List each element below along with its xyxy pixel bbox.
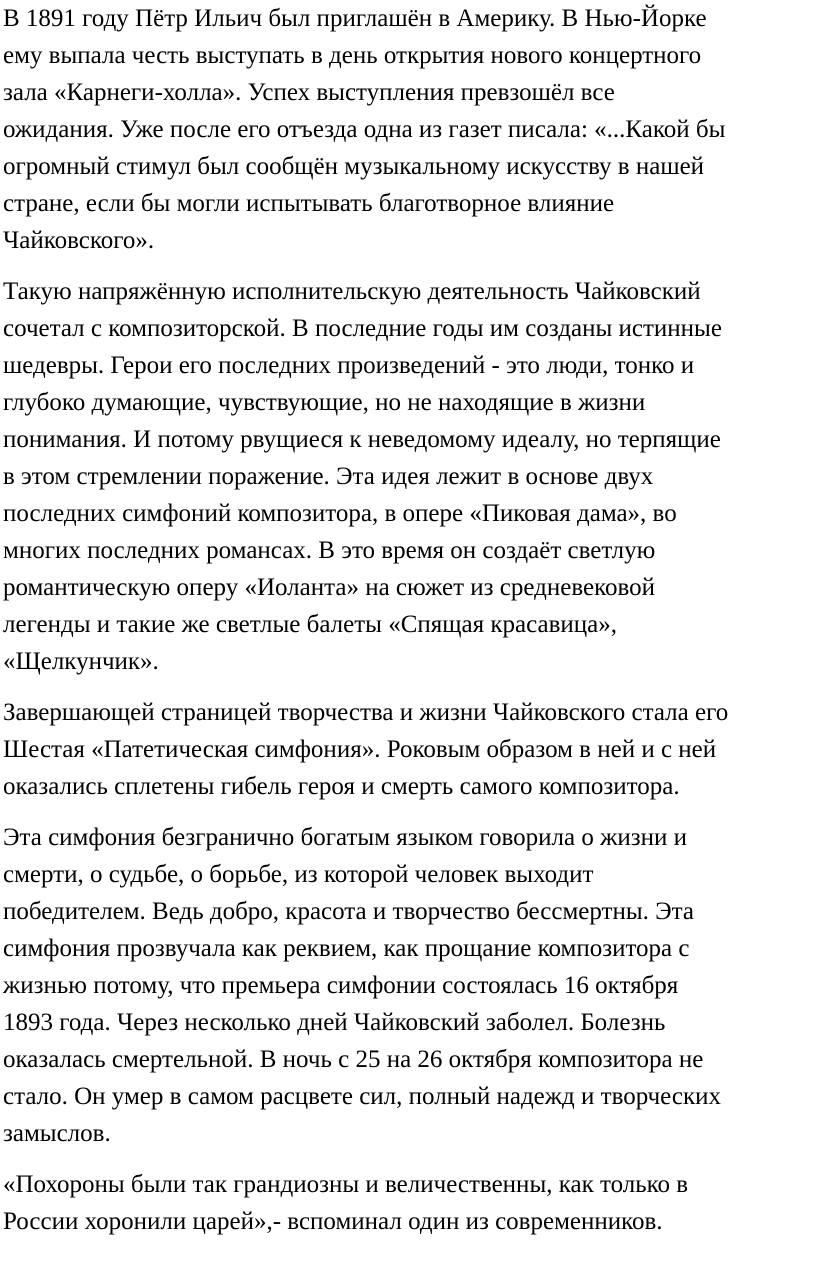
text-line: замыслов. xyxy=(3,1120,111,1147)
paragraph-late-works xyxy=(3,273,816,680)
text-line: симфония прозвучала как реквием, как прощание композитора с xyxy=(3,935,690,962)
text-line: победителем. Ведь добро, красота и творчество бессмертны. Эта xyxy=(3,898,694,925)
text-line: легенды и такие же светлые балеты «Спящая красавица», xyxy=(3,611,618,638)
text-line: ему выпала честь выступать в день открытия нового концертного xyxy=(3,42,702,69)
text-line: Такую напряжённую исполнительскую деятельность Чайковский xyxy=(3,278,701,305)
text-line: сочетал с композиторской. В последние годы им созданы истинные xyxy=(3,315,722,342)
text-line: зала «Карнеги-холла». Успех выступления превзошёл все xyxy=(3,79,615,106)
text-line: Чайковского». xyxy=(3,227,155,254)
text-line: многих последних романсах. В это время он создаёт светлую xyxy=(3,537,656,564)
text-line: романтическую оперу «Иоланта» на сюжет из средневековой xyxy=(3,574,656,601)
paragraph-symphony-death xyxy=(3,819,816,1152)
text-line: жизнью потому, что премьера симфонии состоялась 16 октября xyxy=(3,972,679,999)
text-line: России хоронили царей»,- вспоминал один из современников. xyxy=(3,1208,663,1235)
text-line: Шестая «Патетическая симфония». Роковым образом в ней и с ней xyxy=(3,736,717,763)
paragraph-america-trip xyxy=(3,0,816,259)
text-line: оказались сплетены гибель героя и смерть самого композитора. xyxy=(3,773,680,800)
text-line: Завершающей страницей творчества и жизни Чайковского стала его xyxy=(3,699,729,726)
text-line: шедевры. Герои его последних произведений - это люди, тонко и xyxy=(3,352,695,379)
paragraph-funeral-quote xyxy=(3,1166,816,1240)
text-line: «Щелкунчик». xyxy=(3,648,159,675)
text-line: смерти, о судьбе, о борьбе, из которой человек выходит xyxy=(3,861,594,888)
text-line: глубоко думающие, чувствующие, но не находящие в жизни xyxy=(3,389,646,416)
text-line: В 1891 году Пётр Ильич был приглашён в Америку. В Нью-Йорке xyxy=(3,5,707,32)
text-line: понимания. И потому рвущиеся к неведомому идеалу, но терпящие xyxy=(3,426,721,453)
text-line: в этом стремлении поражение. Эта идея лежит в основе двух xyxy=(3,463,654,490)
text-line: «Похороны были так грандиозны и величественны, как только в xyxy=(3,1171,689,1198)
paragraph-sixth-symphony xyxy=(3,694,816,805)
text-line: оказалась смертельной. В ночь с 25 на 26 октября композитора не xyxy=(3,1046,704,1073)
text-line: ожидания. Уже после его отъезда одна из газет писала: «...Какой бы xyxy=(3,116,726,143)
text-line: стране, если бы могли испытывать благотворное влияние xyxy=(3,190,615,217)
text-line: стало. Он умер в самом расцвете сил, полный надежд и творческих xyxy=(3,1083,721,1110)
text-line: 1893 года. Через несколько дней Чайковский заболел. Болезнь xyxy=(3,1009,666,1036)
text-line: огромный стимул был сообщён музыкальному искусству в нашей xyxy=(3,153,705,180)
text-line: последних симфоний композитора, в опере «Пиковая дама», во xyxy=(3,500,677,527)
text-line: Эта симфония безгранично богатым языком говорила о жизни и xyxy=(3,824,688,851)
